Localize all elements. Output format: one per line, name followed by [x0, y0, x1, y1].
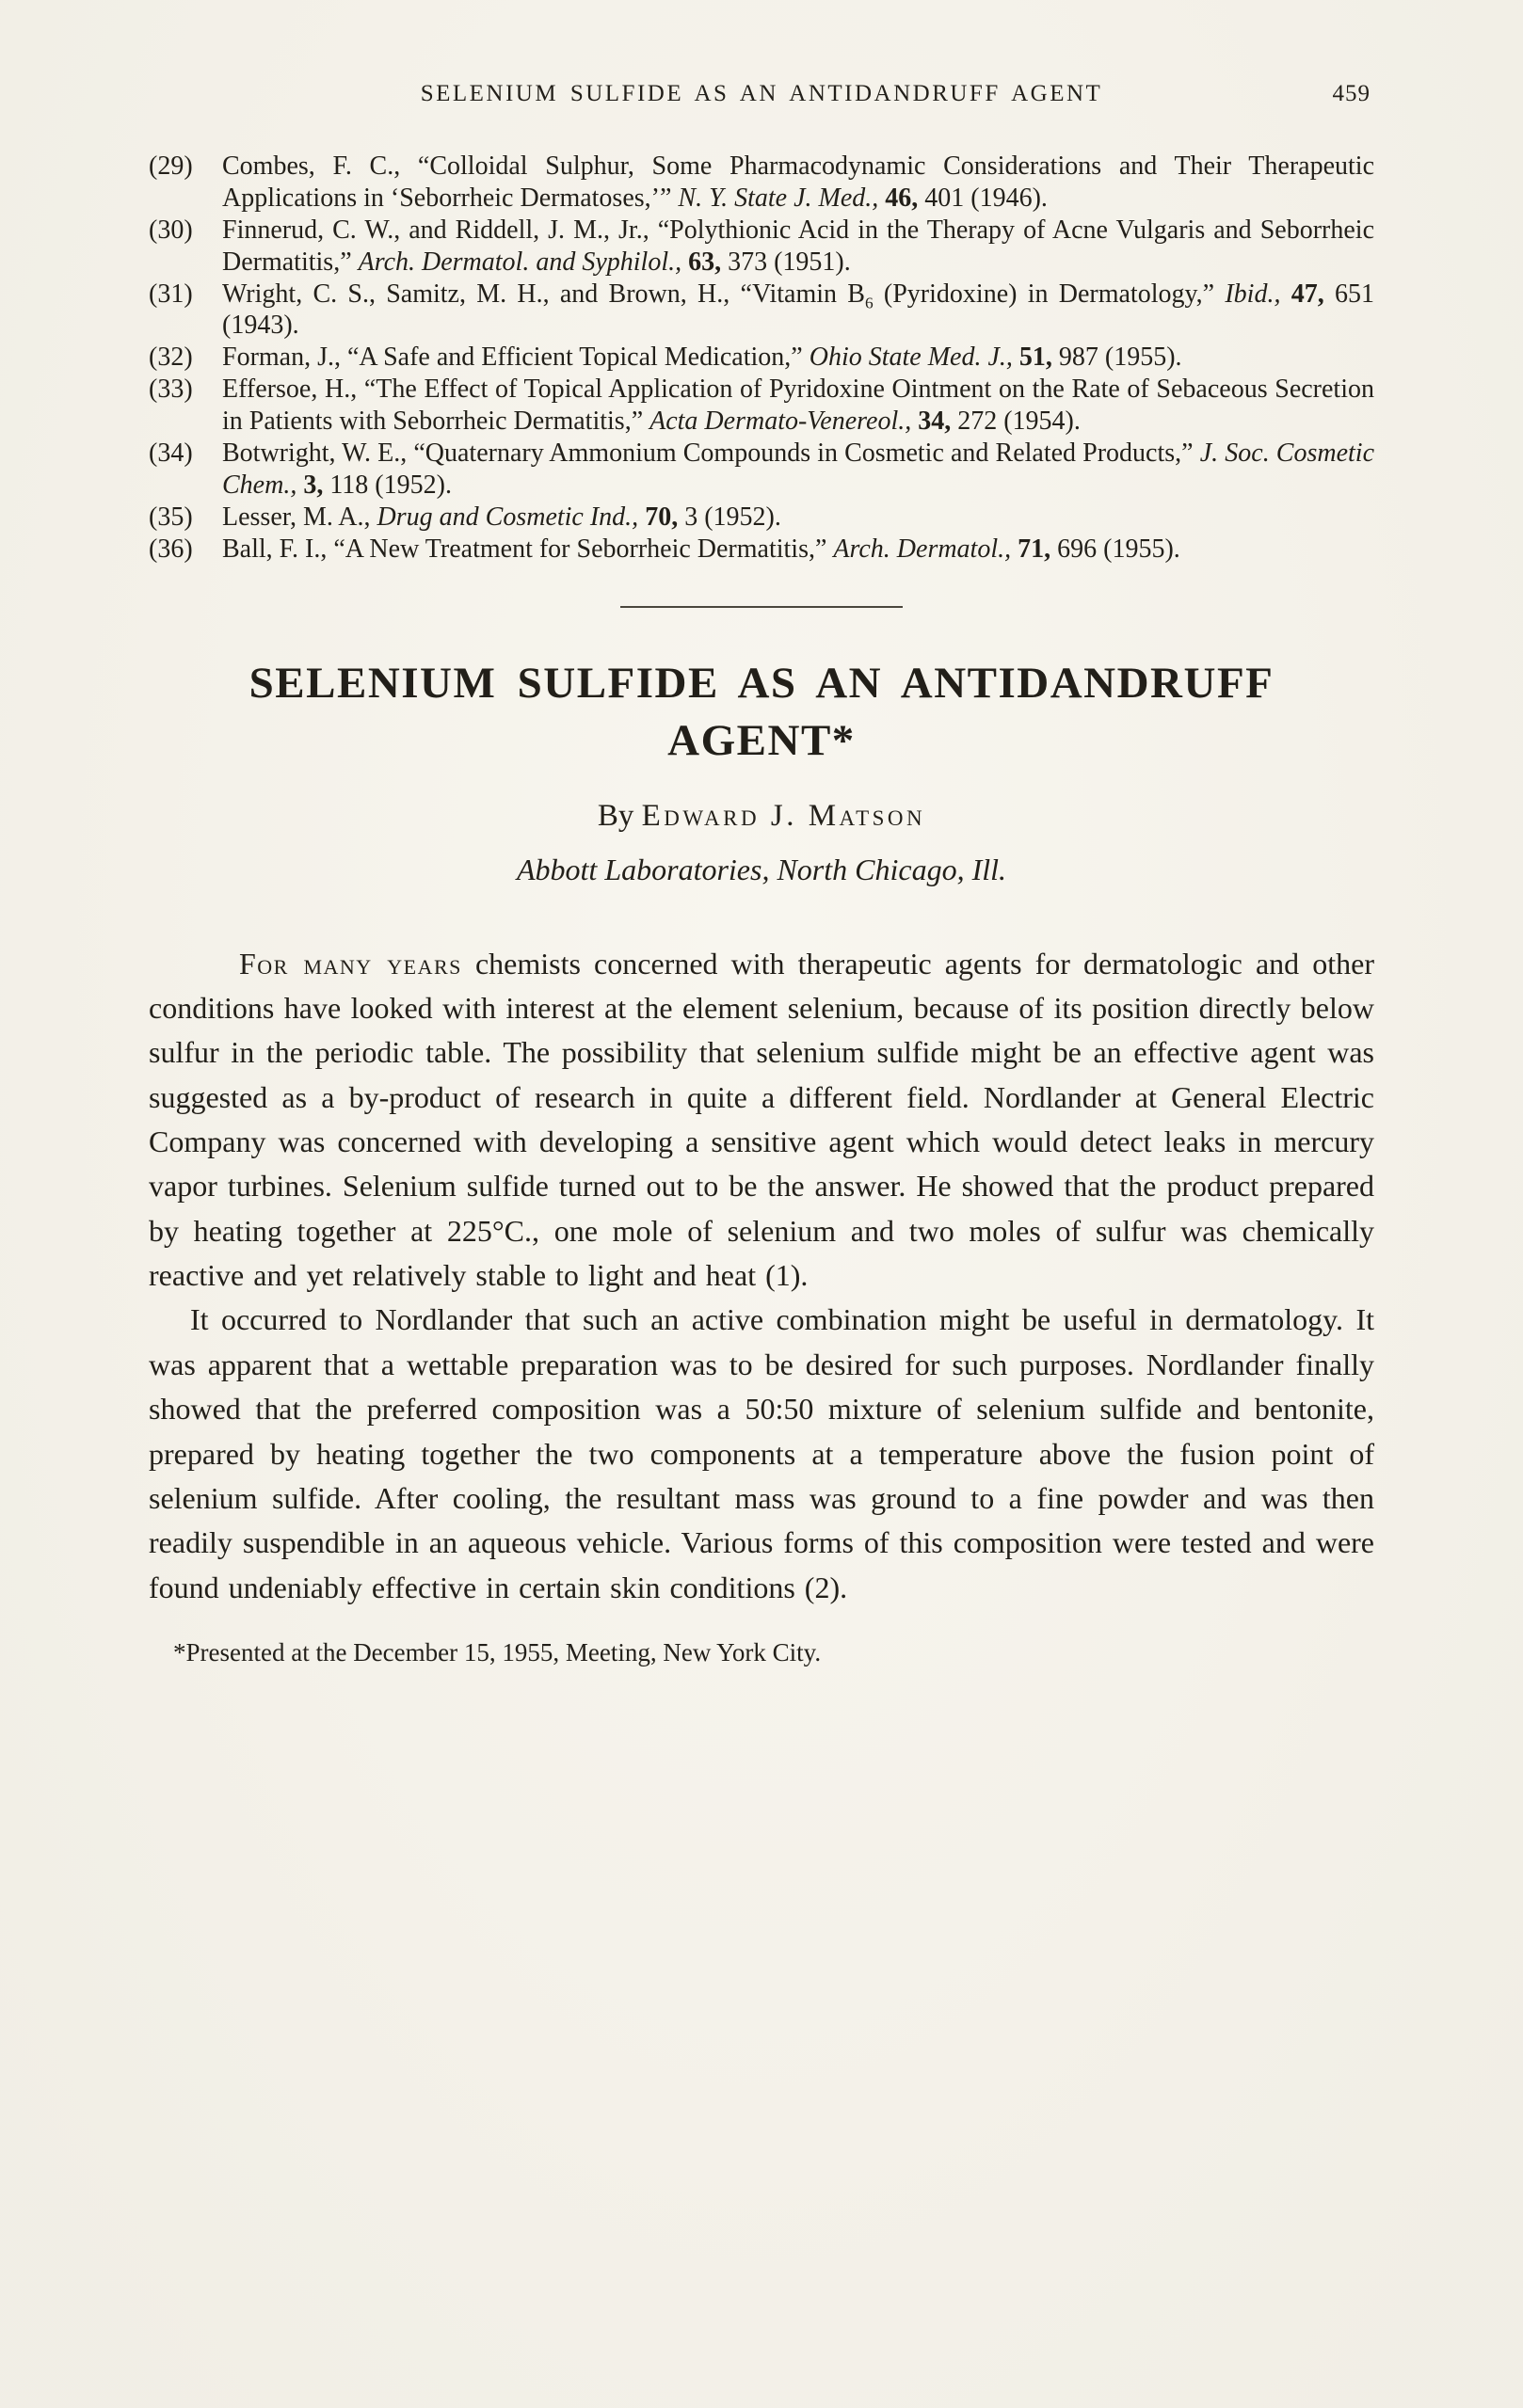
reference-number: (35)	[149, 502, 193, 532]
reference-item	[149, 342, 1374, 374]
reference-number: (34)	[149, 438, 193, 468]
article-title-line-2: AGENT*	[667, 716, 856, 766]
reference-text: Ball, F. I., “A New Treatment for Seborrheic Dermatitis,” Arch. Dermatol., 71, 696 (1955).	[222, 534, 1180, 564]
article-title-line-1: SELENIUM SULFIDE AS AN ANTIDANDRUFF	[248, 659, 1275, 709]
reference-number: (30)	[149, 215, 193, 245]
reference-number: (29)	[149, 151, 193, 181]
page-number: 459	[1332, 81, 1371, 106]
reference-text: Effersoe, H., “The Effect of Topical Application of Pyridoxine Ointment on the Rate of Sebaceous Secretion in Patients with Seborrheic Dermatitis,” Acta Dermato-Venereol., 34, 272 (1954).	[222, 375, 1374, 436]
reference-text: Botwright, W. E., “Quaternary Ammonium Compounds in Cosmetic and Related Products,” J. Soc. Cosmetic Chem., 3, 118 (1952).	[222, 438, 1375, 500]
reference-text: Wright, C. S., Samitz, M. H., and Brown, H., “Vitamin $B_6$ (Pyridoxine) in Dermatology,” Ibid., 47, 651 (1943).	[222, 279, 1374, 341]
reference-number: (33)	[149, 375, 193, 405]
article-body	[149, 942, 1374, 1610]
affiliation: Abbott Laboratories, North Chicago, Ill.	[516, 852, 1007, 886]
reference-item	[149, 279, 1374, 343]
footnote: *Presented at the December 15, 1955, Meeting, New York City.	[173, 1637, 822, 1666]
reference-text: Forman, J., “A Safe and Efficient Topical Medication,” Ohio State Med. J., 51, 987 (1955).	[222, 343, 1182, 373]
reference-item	[149, 534, 1374, 566]
reference-item	[149, 502, 1374, 534]
running-header-title: SELENIUM SULFIDE AS AN ANTIDANDRUFF AGENT	[420, 81, 1103, 106]
paragraph: It occurred to Nordlander that such an active combination might be useful in dermatology. It was apparent that a wettable preparation was to be desired for such purposes. Nordlander finally showed that the preferred composition was a 50:50 mixture of selenium sulfide and bentonite, prepared by heating together the two components at a temperature above the fusion point of selenium sulfide. After cooling, the resultant mass was ground to a fine powder and was then readily suspendible in an aqueous vehicle. Various forms of this composition were tested and were found undeniably effective in certain skin conditions (2).	[149, 1302, 1374, 1604]
reference-number: (31)	[149, 279, 193, 309]
reference-item	[149, 374, 1374, 438]
reference-number: (32)	[149, 343, 193, 373]
reference-item	[149, 438, 1374, 502]
section-divider-rule	[620, 606, 903, 608]
reference-number: (36)	[149, 534, 193, 564]
references-list	[149, 151, 1374, 565]
reference-item	[149, 215, 1374, 279]
reference-text: Combes, F. C., “Colloidal Sulphur, Some Pharmacodynamic Considerations and Their Therapeutic Applications in ‘Seborrheic Dermatoses,’” N. Y. State J. Med., 46, 401 (1946).	[222, 151, 1374, 213]
reference-item	[149, 151, 1374, 215]
article-title	[149, 655, 1374, 770]
paragraph: For many years chemists concerned with therapeutic agents for dermatologic and other conditions have looked with interest at the element selenium, because of its position directly below sulfur in the periodic table. The possibility that selenium sulfide might be an effective agent was suggested as a by-product of research in quite a different field. Nordlander at General Electric Company was concerned with developing a sensitive agent which would detect leaks in mercury vapor turbines. Selenium sulfide turned out to be the answer. He showed that the product prepared by heating together at 225°C., one mole of selenium and two moles of sulfur was chemically reactive and yet relatively stable to light and heat (1).	[149, 946, 1374, 1293]
reference-text: Finnerud, C. W., and Riddell, J. M., Jr., “Polythionic Acid in the Therapy of Acne Vulgaris and Seborrheic Dermatitis,” Arch. Dermatol. and Syphilol., 63, 373 (1951).	[222, 215, 1374, 277]
byline: By Edward J. Matson	[597, 798, 926, 833]
reference-text: Lesser, M. A., Drug and Cosmetic Ind., 70, 3 (1952).	[222, 502, 781, 532]
running-header	[149, 81, 1374, 107]
